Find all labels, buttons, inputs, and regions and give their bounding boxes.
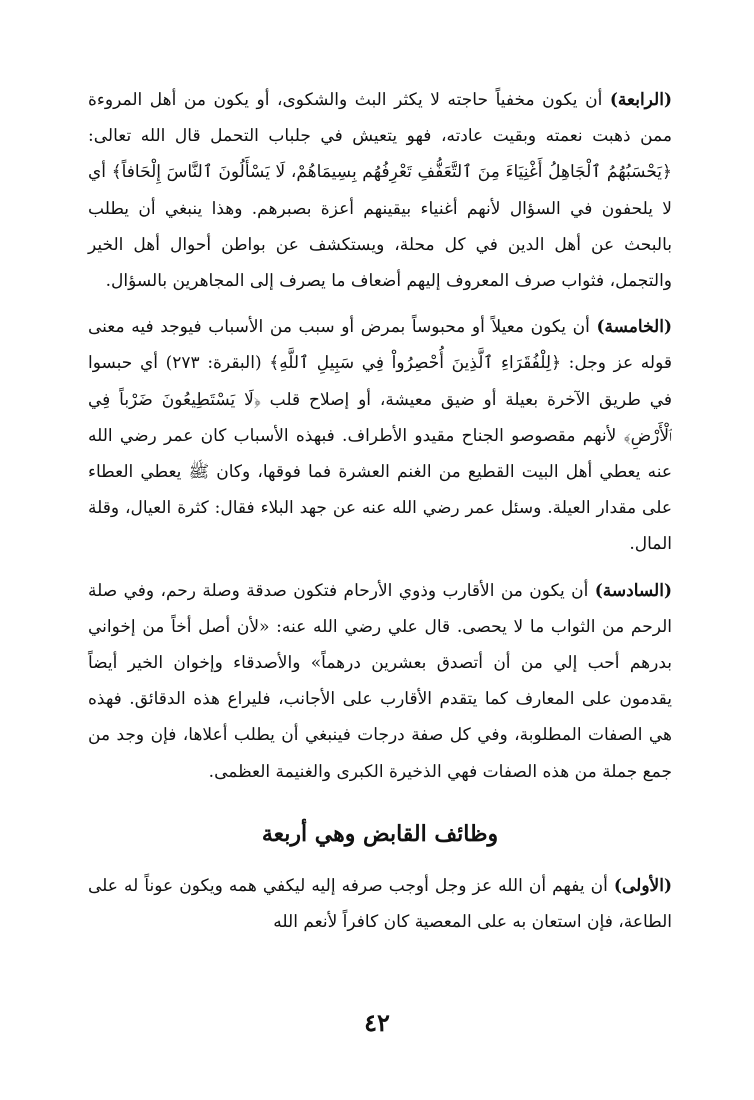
paragraph-text: أن يكون معيلاً أو محبوساً بمرض أو سبب من الأسباب فيوجد فيه معنى قوله عز وجل: ﴿لِلْفُقَرَاءِ ٱلَّذِينَ أُحْصِرُواْ فِي سَبِيلِ ٱللَّهِ﴾ (البقرة: ٢٧٣) أي حبسوا في طريق الآخرة بعيلة أو ضيق معيشة، أو إصلاح قلب ﴿لَا يَسْتَطِيعُونَ ضَرْباً فِي ٱلْأَرْضِ﴾ لأنهم مقصوصو الجناح مقيدو الأطراف. فبهذه الأسباب كان عمر رضي الله عنه يعطي أهل البيت القطيع من الغنم العشرة فما فوقها، وكان ﷺ يعطي العطاء على مقدار العيلة. وسئل عمر رضي الله عنه عن جهد البلاء فقال: كثرة العيال، وقلة المال. (88, 317, 673, 555)
paragraph-fifth (88, 309, 672, 562)
paragraph-text: أن يكون مخفياً حاجته لا يكثر البث والشكوى، أو يكون من أهل المروءة ممن ذهبت نعمته وبقيت عادته، فهو يتعيش في جلباب التحمل قال الله تعالى: ﴿يَحْسَبُهُمُ ٱلْجَاهِلُ أَغْنِيَاءَ مِنَ ٱلتَّعَفُّفِ تَعْرِفُهُم بِسِيمَاهُمْ، لَا يَسْأَلُونَ ٱلنَّاسَ إِلْحَافاً﴾ أي لا يلحفون في السؤال لأنهم أغنياء بيقينهم أعزة بصبرهم. وهذا ينبغي أن يطلب بالبحث عن أهل الدين في كل محلة، ويستكشف عن بواطن أحوال أهل الخير والتجمل، فثواب صرف المعروف إليهم أضعاف ما يصرف إلى المجاهرين بالسؤال. (88, 90, 672, 292)
paragraph-text: أن يفهم أن الله عز وجل أوجب صرفه إليه ليكفي همه ويكون عوناً له على الطاعة، فإن استعان به على المعصية كان كافراً لأنعم الله (88, 875, 672, 933)
section-heading: وظائف القابض وهي أربعة (261, 820, 499, 847)
paragraph-first-duty (88, 868, 672, 940)
paragraph-lead: (الخامسة) (596, 317, 672, 338)
paragraph-lead: (السادسة) (594, 580, 672, 601)
paragraph-text: أن يكون من الأقارب وذوي الأرحام فتكون صدقة وصلة رحم، وفي صلة الرحم من الثواب ما لا يحصى. قال علي رضي الله عنه: «لأن أصل أخاً من إخواني بدرهم أحب إلي من أن أتصدق بعشرين درهماً» والأصدقاء وإخوان الخير أيضاً يقدمون على المعارف كما يتقدم الأقارب على الأجانب، فليراع هذه الدقائق. فهذه هي الصفات المطلوبة، وفي كل صفة درجات فينبغي أن يطلب أعلاها، فإن وجد من جمع جملة من هذه الصفات فهي الذخيرة الكبرى والغنيمة العظمى. (88, 580, 672, 782)
paragraph-lead: (الأولى) (613, 875, 672, 896)
paragraph-sixth (88, 573, 672, 790)
page-number: ٤٢ (364, 1008, 390, 1037)
paragraph-fourth (88, 82, 672, 299)
page-body (88, 82, 672, 950)
paragraph-lead: (الرابعة) (609, 90, 672, 110)
